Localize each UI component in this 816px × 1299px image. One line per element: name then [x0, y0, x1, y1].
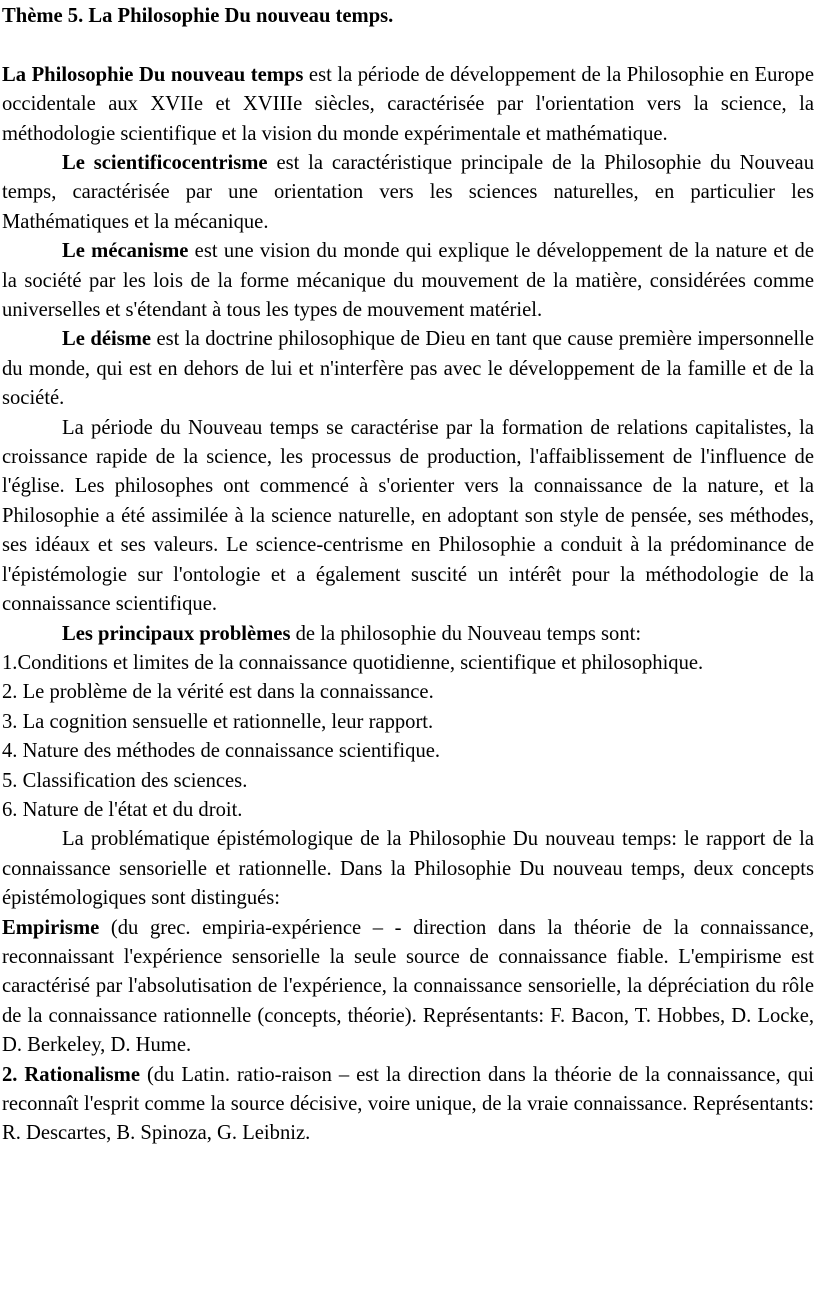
list-item-problem-5: 5. Classification des sciences. [2, 769, 248, 792]
term-deisme: Le déisme [62, 328, 152, 351]
paragraph-definition-philosophy [2, 61, 814, 149]
paragraph-empirisme [2, 914, 814, 1061]
list-item-problem-3: 3. La cognition sensuelle et rationnelle, leur rapport. [2, 710, 434, 733]
paragraph-text: (du grec. empiria-expérience – - direction dans la théorie de la connaissance, reconnaissant l'expérience sensorielle la seule source de connaissance fiable. L'empirisme est caractérisé par l'absolutisation de l'expérience, la connaissance sensorielle, la dépréciation du rôle de la connaissance rationnelle (concepts, théorie). Représentants: F. Bacon, T. Hobbes, D. Locke, D. Berkeley, D. Hume. [2, 916, 814, 1057]
term-empirisme: Empirisme [2, 916, 100, 939]
paragraph-text: (du Latin. ratio-raison – est la direction dans la théorie de la connaissance, qui reconnaît l'esprit comme la source décisive, voire unique, de la vraie connaissance. Représentants: R. Descartes, B. Spinoza, G. Leibniz. [2, 1063, 814, 1145]
paragraph-text: est une vision du monde qui explique le développement de la nature et de la société par les lois de la forme mécanique du mouvement de la matière, considérées comme universelles et s'étendant à tous les types de mouvement matériel. [2, 240, 814, 322]
paragraph-text: est la période de développement de la Philosophie en Europe occidentale aux XVIIe et XVIIIe siècles, caractérisée par l'orientation vers la science, la méthodologie scientifique et la vision du monde expérimentale et mathématique. [2, 63, 814, 145]
paragraph-text: de la philosophie du Nouveau temps sont: [290, 622, 642, 645]
term-rationalisme: 2. Rationalisme [2, 1063, 140, 1086]
blank-line [2, 31, 814, 60]
paragraph-definition-scientificocentrisme [2, 149, 814, 237]
term-main-problems: Les principaux problèmes [62, 622, 291, 645]
paragraph-main-problems [2, 620, 814, 649]
list-item-problem-2: 2. Le problème de la vérité est dans la connaissance. [2, 681, 434, 704]
paragraph-rationalisme [2, 1061, 814, 1149]
list-item-problem-4: 4. Nature des méthodes de connaissance scientifique. [2, 740, 441, 763]
paragraph-period-description: La période du Nouveau temps se caractérise par la formation de relations capitalistes, la croissance rapide de la science, les processus de production, l'affaiblissement de l'influence de l'église. Les philosophes ont commencé à s'orienter vers la connaissance de la nature, et la Philosophie a été assimilée à la science naturelle, en adoptant son style de pensée, ses méthodes, ses idéaux et ses valeurs. Le science-centrisme en Philosophie a conduit à la prédominance de l'épistémologie sur l'ontologie et a également suscité un intérêt pour la méthodologie de la connaissance scientifique. [2, 416, 814, 616]
term-mecanisme: Le mécanisme [62, 240, 189, 263]
paragraph-text: est la doctrine philosophique de Dieu en tant que cause première impersonnelle du monde, qui est en dehors de lui et n'interfère pas avec le développement de la famille et de la société. [2, 328, 815, 410]
paragraph-epistemology: La problématique épistémologique de la Philosophie Du nouveau temps: le rapport de la connaissance sensorielle et rationnelle. Dans la Philosophie Du nouveau temps, deux concepts épistémologiques sont distingués: [2, 828, 814, 910]
list-item-problem-6: 6. Nature de l'état et du droit. [2, 798, 243, 821]
paragraph-definition-mecanisme [2, 237, 814, 325]
list-item-problem-1: 1.Conditions et limites de la connaissance quotidienne, scientifique et philosophique. [2, 651, 704, 674]
term-scientificocentrisme: Le scientificocentrisme [62, 152, 268, 175]
document-page [0, 2, 816, 1299]
paragraph-definition-deisme [2, 325, 814, 413]
page-title: Thème 5. La Philosophie Du nouveau temps. [2, 5, 394, 27]
paragraph-text: est la caractéristique principale de la Philosophie du Nouveau temps, caractérisée par une orientation vers les sciences naturelles, en particulier les Mathématiques et la mécanique. [2, 152, 814, 233]
term-philosophy: La Philosophie Du nouveau temps [2, 63, 304, 86]
